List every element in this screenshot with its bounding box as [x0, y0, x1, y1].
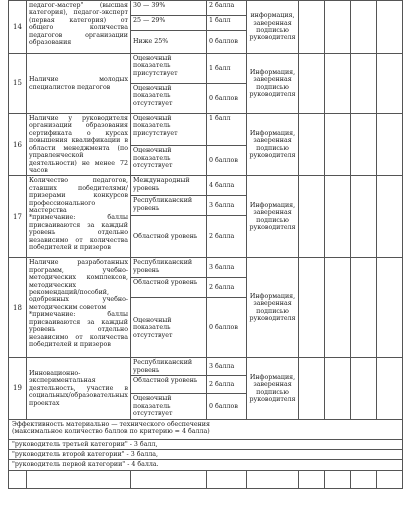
level-cell: Республиканский уровень [131, 358, 207, 376]
confirmation-cell: Информация, заверенная подписью руководителя [247, 358, 299, 419]
row-number: 18 [9, 258, 27, 358]
criterion-text: Инновационно-экспериментальная деятельность, участие в социальных/образовательных проектах [27, 358, 131, 419]
category-row [9, 460, 403, 470]
section-title: Эффективность материально — технического обеспечения [12, 420, 210, 428]
confirmation-cell: информация, заверенная подписью руководителя [247, 1, 299, 54]
points-cell: 3 балла [207, 358, 247, 376]
points-cell: 0 баллов [207, 298, 247, 358]
points-cell: 1 балл [207, 16, 247, 31]
confirmation-cell: Информация, заверенная подписью руководителя [247, 114, 299, 176]
criterion-cell [27, 176, 131, 258]
points-cell: 4 балла [207, 176, 247, 196]
level-cell: 30 — 39% [131, 1, 207, 16]
category-cell: "руководитель третьей категории" - 3 балл, [9, 439, 403, 449]
level-cell: Областной уровень [131, 278, 207, 298]
level-cell: Оценочный показатель отсутствует [131, 146, 207, 176]
points-cell: 2 балла [207, 216, 247, 258]
points-cell: 2 балла [207, 376, 247, 394]
row-number: 16 [9, 114, 27, 176]
category-cell: "руководитель второй категории" - 3 балла, [9, 450, 403, 460]
points-cell: 3 балла [207, 196, 247, 216]
criteria-table [8, 0, 403, 489]
row-number: 15 [9, 54, 27, 114]
category-row [9, 450, 403, 460]
row-number: 14 [9, 1, 27, 54]
table-row [9, 1, 403, 16]
points-cell: 1 балл [207, 114, 247, 146]
level-cell: Областной уровень [131, 376, 207, 394]
confirmation-cell: Информация, заверенная подписью руководителя [247, 258, 299, 358]
table-row [9, 358, 403, 376]
criterion-note: *примечание: баллы присваиваются за каждый уровень отдельно независимо от количества победителей и призеров [29, 214, 128, 252]
table-row [9, 114, 403, 146]
points-cell: 3 балла [207, 258, 247, 278]
points-cell: 0 баллов [207, 146, 247, 176]
table-row [9, 258, 403, 278]
criterion-text: педагог-мастер" (высшая категория), педагог-эксперт (первая категория) от общего количества педагогов организации образования [27, 1, 131, 54]
table-row [9, 176, 403, 196]
category-row [9, 439, 403, 449]
confirmation-cell: Информация, заверенная подписью руководителя [247, 54, 299, 114]
table-row [9, 54, 403, 84]
criterion-text: Наличие у руководителя организации образования сертификата о курсах повышения квалификации в области менеджмента (по управленческой деятельности) не менее 72 часов [27, 114, 131, 176]
confirmation-cell: Информация, заверенная подписью руководителя [247, 176, 299, 258]
points-cell: 0 баллов [207, 31, 247, 54]
criterion-cell [27, 258, 131, 358]
level-cell: Оценочный показатель присутствует [131, 54, 207, 84]
level-cell: Международный уровень [131, 176, 207, 196]
level-cell: Оценочный показатель отсутствует [131, 84, 207, 114]
points-cell: 2 балла [207, 278, 247, 298]
empty-row [9, 470, 403, 488]
level-cell: Оценочный показатель отсутствует [131, 394, 207, 419]
points-cell: 2 балла [207, 1, 247, 16]
level-cell: Республиканский уровень [131, 258, 207, 278]
section-row [9, 419, 403, 439]
row-number: 17 [9, 176, 27, 258]
criterion-text: Наличие разработанных программ, учебно-методических комплексов, методических рекомендаций/пособий, одобренных учебно-методическим советом [29, 259, 128, 311]
criterion-note: *примечание: баллы присваиваются за каждый уровень отдельно независимо от количества победителей и призеров [29, 311, 128, 349]
criterion-text: Количество педагогов, ставших победителями/призерами конкурсов профессионального мастерства [29, 177, 128, 215]
points-cell: 0 баллов [207, 84, 247, 114]
criterion-text: Наличие молодых специалистов педагогов [27, 54, 131, 114]
section-cell [9, 419, 403, 439]
level-cell: Оценочный показатель отсутствует [131, 298, 207, 358]
points-cell: 1 балл [207, 54, 247, 84]
level-cell: Ниже 25% [131, 31, 207, 54]
row-number: 19 [9, 358, 27, 419]
level-cell: Оценочный показатель присутствует [131, 114, 207, 146]
points-cell: 0 баллов [207, 394, 247, 419]
level-cell: Областной уровень [131, 216, 207, 258]
section-max-points: (максимальное количество баллов по критерию = 4 балла) [12, 428, 210, 436]
category-cell: "руководитель первой категории" - 4 балла. [9, 460, 403, 470]
level-cell: 25 — 29% [131, 16, 207, 31]
level-cell: Республиканский уровень [131, 196, 207, 216]
